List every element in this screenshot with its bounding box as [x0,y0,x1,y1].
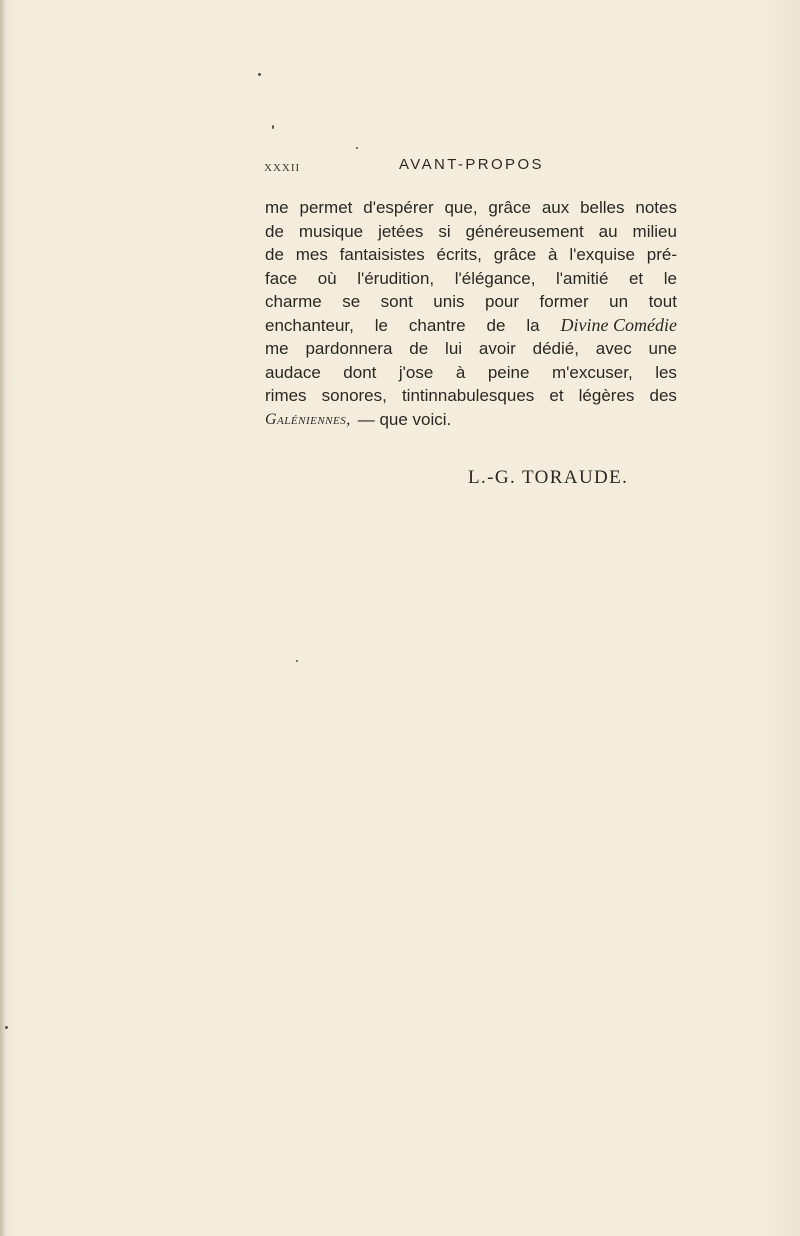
word: avoir [478,339,516,358]
text-line-4 [265,267,677,291]
word: grâce [493,245,537,264]
word: un [609,292,629,311]
word: grâce [488,198,531,217]
word: l'exquise [569,245,635,264]
word: face [265,268,298,288]
word: belles [580,198,625,217]
paper-speck [296,660,298,662]
word: enchanteur, [265,315,354,335]
word: généreusement [465,221,584,241]
word: écrits, [436,245,482,264]
page-header [264,156,678,180]
word: l'élégance, [454,268,536,288]
word: permet [299,198,353,217]
text-line-9 [265,384,677,408]
paper-speck [258,73,261,76]
text-line-3 [265,243,677,267]
text-line-6 [265,314,677,338]
word: chantre [408,315,466,335]
word: lui [445,339,463,358]
closing-words: — que voici. [357,409,452,429]
text-line-10 [265,408,677,432]
word: au [598,221,618,241]
word: de [486,315,506,335]
word: que, [444,198,478,217]
word: charme [265,292,322,311]
word: musique [298,221,364,241]
word: dont [343,362,377,382]
word: aux [541,198,570,217]
word: unis [433,292,465,311]
italic-title: Divine Comédie [560,314,677,335]
word: avec [595,339,632,358]
paper-speck [5,1026,8,1029]
text-line-2 [265,220,677,244]
word: où [317,268,337,288]
word: le [374,315,388,335]
word: me [265,339,289,358]
word: j'ose [398,362,434,382]
word: notes [635,198,677,217]
word: peine [487,362,530,382]
word: se [342,292,361,311]
text-line-5 [265,290,677,314]
word: sont [380,292,413,311]
book-title: Galéniennes, [265,410,351,428]
word: la [526,315,540,335]
word: une [648,339,677,358]
word: les [655,362,677,382]
word: rimes [265,386,307,405]
word: légères [578,386,635,405]
word: audace [265,362,321,382]
author-signature: L.-G. TORAUDE. [468,467,629,488]
word: à [548,245,558,264]
word: si [438,221,451,241]
word: me [265,198,289,217]
word: tintinnabulesques [401,386,535,405]
paper-speck [356,147,358,149]
word: des [649,386,677,405]
word: et [549,386,564,405]
word: mes [295,245,328,264]
word: sonores, [321,386,387,405]
word: dédié, [532,339,579,358]
word: l'érudition, [357,268,435,288]
word: tout [648,292,677,311]
word: pré- [646,245,677,264]
word: pour [484,292,520,311]
word: de [265,245,284,264]
binding-shadow [0,0,6,1236]
word: et [628,268,644,288]
word: de [265,221,284,241]
word: milieu [632,221,677,241]
running-head: AVANT-PROPOS [399,156,544,173]
page-number: XXXII [264,162,301,174]
text-line-1 [265,196,677,220]
word: pardonnera [305,339,393,358]
paper-speck [272,125,274,129]
body-paragraph [265,196,677,431]
word: jetées [378,221,424,241]
word: d'espérer [363,198,434,217]
word: former [539,292,589,311]
word: à [455,362,466,382]
word: m'excuser, [551,362,633,382]
text-line-8 [265,361,677,385]
word: l'amitié [556,268,609,288]
text-line-7 [265,337,677,361]
word: fantaisistes [339,245,425,264]
word: le [663,268,677,288]
word: de [409,339,429,358]
